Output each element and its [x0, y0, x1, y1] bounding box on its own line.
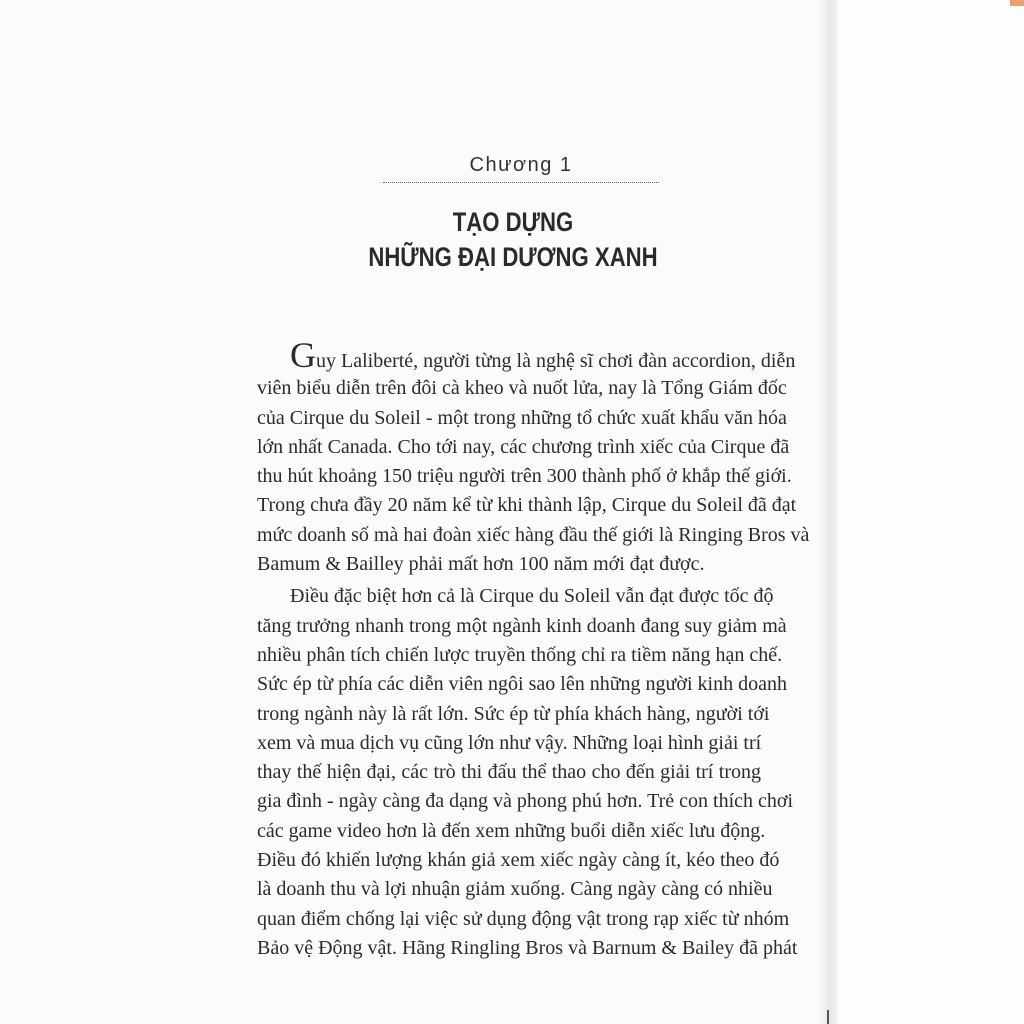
text-line-content: Trong chưa đầy 20 năm kể từ khi thành lập, Cirque du Soleil đã đạt [257, 494, 797, 517]
body-text [257, 335, 810, 963]
chapter-title-line-2: NHỮNG ĐẠI DƯƠNG XANH [368, 242, 658, 272]
chapter-title-line-1: TẠO DỰNG [452, 207, 574, 237]
dotted-divider [383, 182, 659, 183]
text-line [257, 846, 780, 875]
text-line-content: Điều đặc biệt hơn cả là Cirque du Soleil vẫn đạt được tốc độ [290, 585, 774, 608]
text-line-content: thay thế hiện đại, các trò thi đấu thể thao cho đến giải trí trong [257, 761, 761, 784]
drop-cap: G [290, 335, 316, 375]
text-line-content: thu hút khoảng 150 triệu người trên 300 thành phố ở khắp thế giới. [257, 465, 792, 488]
text-line-content: các game video hơn là đến xem những buổi diễn xiếc lưu động. [257, 819, 766, 842]
text-line-content: Bảo vệ Động vật. Hãng Ringling Bros và Barnum & Bailey đã phát [257, 936, 798, 959]
text-line-content: nhiều phân tích chiến lược truyền thống chỉ ra tiềm năng hạn chế. [257, 643, 783, 666]
text-line-content: Điều đó khiến lượng khán giả xem xiếc ngày càng ít, kéo theo đó [257, 849, 780, 872]
corner-mark [1010, 0, 1024, 6]
text-line-content: Sức ép từ phía các diễn viên ngôi sao lên những người kinh doanh [257, 673, 787, 696]
text-line [257, 491, 797, 520]
text-line-content: mức doanh số mà hai đoàn xiếc hàng đầu thế giới là Ringing Bros và [257, 523, 810, 546]
text-line-content: của Cirque du Soleil - một trong những tổ chức xuất khẩu văn hóa [257, 406, 787, 429]
chapter-label: Chương 1 [469, 154, 573, 176]
text-line [257, 462, 792, 491]
text-line-content: trong ngành này là rất lớn. Sức ép từ phía khách hàng, người tới [257, 702, 770, 725]
background-margin [838, 0, 1024, 1024]
text-line-content: là doanh thu và lợi nhuận giảm xuống. Càng ngày càng có nhiều [257, 878, 773, 901]
page-gutter-shadow [818, 0, 838, 1024]
text-line [257, 550, 761, 579]
text-line [257, 521, 810, 550]
text-line [257, 934, 798, 963]
text-line [257, 612, 787, 641]
text-line-content: quan điểm chống lại việc sử dụng động vật trong rạp xiếc từ nhóm [257, 907, 790, 930]
text-line [257, 335, 796, 375]
text-line [257, 374, 787, 403]
text-line [257, 700, 770, 729]
text-line [257, 905, 790, 934]
text-line [257, 875, 773, 904]
text-line [257, 433, 790, 462]
text-line-content: tăng trưởng nhanh trong một ngành kinh doanh đang suy giảm mà [257, 614, 787, 637]
text-line [257, 817, 766, 846]
text-line-content: viên biểu diễn trên đôi cà kheo và nuốt lửa, nay là Tổng Giám đốc [257, 377, 787, 400]
text-line-content: gia đình - ngày càng đa dạng và phong phú hơn. Trẻ con thích chơi [257, 790, 794, 813]
text-line-content: xem và mua dịch vụ cũng lớn như vậy. Những loại hình giải trí [257, 731, 762, 754]
text-line [257, 404, 787, 433]
text-line-content: lớn nhất Canada. Cho tới nay, các chương trình xiếc của Cirque đã [257, 435, 790, 458]
text-line [257, 582, 774, 611]
text-line [257, 641, 783, 670]
text-line [257, 758, 761, 787]
text-line [257, 670, 787, 699]
paragraph [257, 335, 810, 579]
text-line [257, 787, 794, 816]
text-line-content: Bamum & Bailley phải mất hơn 100 năm mới đạt được. [257, 553, 705, 576]
text-line [257, 729, 761, 758]
edge-tick-mark [827, 1010, 829, 1024]
paragraph [257, 582, 798, 963]
text-line-content: uy Laliberté, người từng là nghệ sĩ chơi đàn accordion, diễn [316, 350, 796, 372]
